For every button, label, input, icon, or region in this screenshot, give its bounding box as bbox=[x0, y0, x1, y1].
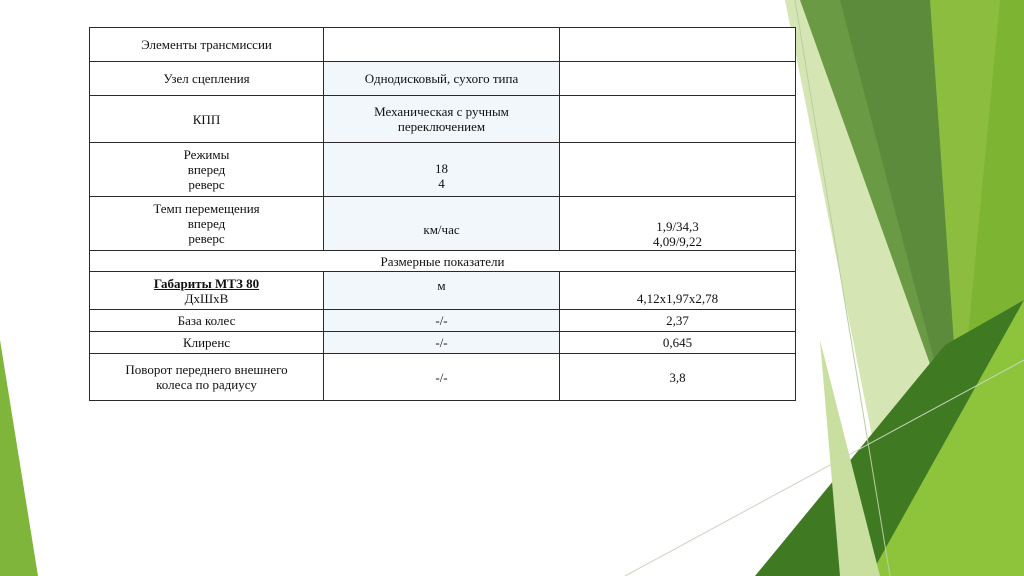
speed-label-line2: вперед bbox=[187, 216, 226, 231]
speed-label-line3: реверс bbox=[188, 231, 225, 246]
dimensions-value-cell bbox=[560, 272, 796, 310]
table-row bbox=[90, 272, 796, 310]
header-cell-3 bbox=[560, 28, 796, 62]
turning-unit-cell bbox=[324, 354, 560, 401]
dimensions-label-cell bbox=[90, 272, 324, 310]
speed-reverse-value: 4,09/9,22 bbox=[652, 234, 703, 249]
gearbox-value-cell bbox=[324, 96, 560, 143]
table-row bbox=[90, 310, 796, 332]
modes-forward-value: 18 bbox=[435, 161, 448, 176]
wheelbase-unit-cell bbox=[324, 310, 560, 332]
clearance-label: Клиренс bbox=[182, 335, 231, 350]
speed-label-cell bbox=[90, 197, 324, 251]
wheelbase-value-cell bbox=[560, 310, 796, 332]
speed-label-line1: Темп перемещения bbox=[153, 201, 260, 216]
clearance-value-cell bbox=[560, 332, 796, 354]
table-row bbox=[90, 28, 796, 62]
modes-label-line3: реверс bbox=[188, 177, 225, 192]
turning-value: 3,8 bbox=[669, 369, 686, 385]
header-label: Элементы трансмиссии bbox=[141, 37, 272, 52]
turning-value-cell bbox=[560, 354, 796, 401]
wheelbase-value: 2,37 bbox=[666, 313, 689, 328]
speed-unit: км/час bbox=[423, 221, 460, 237]
dimensions-sublabel: ДхШхВ bbox=[184, 290, 229, 306]
clutch-col3-cell bbox=[560, 62, 796, 96]
clutch-value-cell bbox=[324, 62, 560, 96]
clutch-value: Однодисковый, сухого типа bbox=[364, 71, 519, 86]
table-row bbox=[90, 197, 796, 251]
turning-unit: -/- bbox=[435, 369, 448, 385]
clutch-label: Узел сцепления bbox=[163, 71, 250, 86]
table-row bbox=[90, 354, 796, 401]
turning-label-line2: колеса по радиусу bbox=[156, 377, 257, 392]
wheelbase-unit: -/- bbox=[435, 313, 448, 328]
wheelbase-label-cell bbox=[90, 310, 324, 332]
clearance-value: 0,645 bbox=[662, 335, 693, 350]
clutch-label-cell bbox=[90, 62, 324, 96]
table-row bbox=[90, 332, 796, 354]
speed-value-cell bbox=[560, 197, 796, 251]
table-row bbox=[90, 251, 796, 272]
modes-label-line1: Режимы bbox=[183, 147, 230, 162]
gearbox-col3-cell bbox=[560, 96, 796, 143]
turning-label-line1: Поворот переднего внешнего bbox=[125, 362, 288, 377]
dimensions-label: Габариты МТЗ 80 bbox=[153, 275, 260, 291]
gearbox-label: КПП bbox=[192, 111, 221, 127]
section-header-cell bbox=[90, 251, 796, 272]
modes-reverse-value: 4 bbox=[438, 176, 445, 191]
clearance-label-cell bbox=[90, 332, 324, 354]
dimensions-unit-cell bbox=[324, 272, 560, 310]
dimensions-unit: м bbox=[437, 278, 446, 293]
modes-label-cell bbox=[90, 143, 324, 197]
speed-forward-value: 1,9/34,3 bbox=[656, 219, 699, 234]
gearbox-label-cell bbox=[90, 96, 324, 143]
table-row bbox=[90, 96, 796, 143]
modes-col3-cell bbox=[560, 143, 796, 197]
wheelbase-label: База колес bbox=[177, 313, 236, 328]
table-row bbox=[90, 143, 796, 197]
header-cell-2 bbox=[324, 28, 560, 62]
gearbox-value-line2: переключением bbox=[397, 119, 486, 134]
transmission-specs-table bbox=[89, 27, 796, 401]
dimensions-value: 4,12х1,97х2,78 bbox=[636, 291, 719, 306]
left-green-sliver bbox=[0, 340, 38, 576]
speed-unit-cell bbox=[324, 197, 560, 251]
header-label-cell bbox=[90, 28, 324, 62]
modes-label-line2: вперед bbox=[187, 162, 226, 177]
gearbox-value-line1: Механическая с ручным bbox=[374, 104, 509, 119]
modes-value-cell bbox=[324, 143, 560, 197]
clearance-unit: -/- bbox=[435, 335, 448, 350]
clearance-unit-cell bbox=[324, 332, 560, 354]
section-header: Размерные показатели bbox=[380, 253, 505, 269]
turning-label-cell bbox=[90, 354, 324, 401]
table-row bbox=[90, 62, 796, 96]
